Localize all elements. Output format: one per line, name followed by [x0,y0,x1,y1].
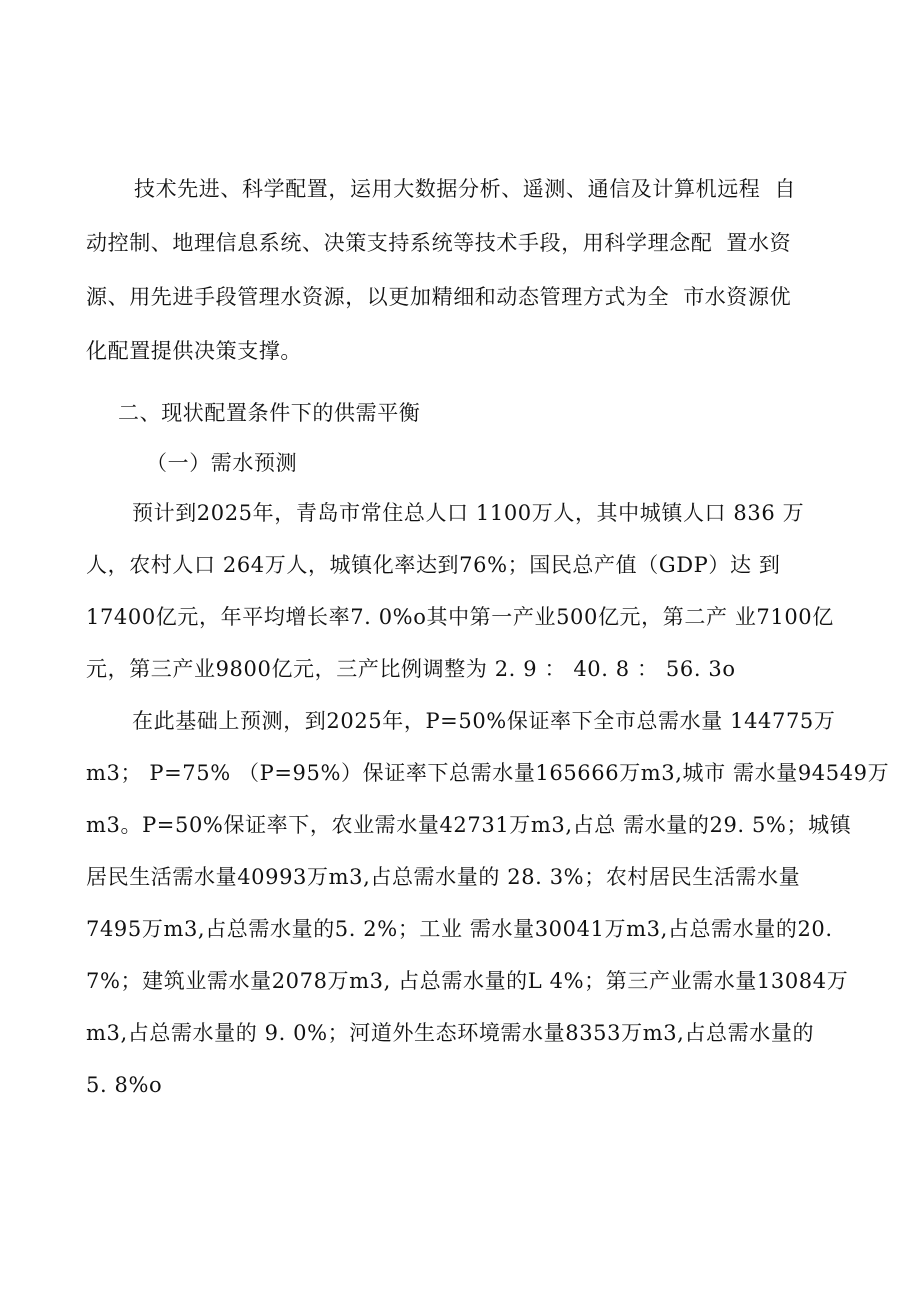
paragraph-3-line-3: m3。P=50%保证率下，农业需水量42731万m3,占总 需水量的29. 5%；城镇 [86,813,852,837]
paragraph-3-line-6: 7%；建筑业需水量2078万m3, 占总需水量的L 4%；第三产业需水量13084万 [86,969,849,993]
section-heading: 二、现状配置条件下的供需平衡 [118,401,421,425]
paragraph-1-line-1 [134,176,796,202]
paragraph-2-line-3: 17400亿元，年平均增长率7. 0%o其中第一产业500亿元，第二产 业7100亿 [86,605,834,629]
paragraph-2-line-2: 人，农村人口 264万人，城镇化率达到76%；国民总产值（GDP）达 到 [86,553,781,577]
paragraph-1-line-4: 化配置提供决策支撑。 [86,339,302,363]
paragraph-3-line-1: 在此基础上预测，到2025年，P=50%保证率下全市总需水量 144775万 [132,709,836,733]
paragraph-1-line-1-text-b: 自 [774,177,797,201]
paragraph-3-line-7: m3,占总需水量的 9. 0%；河道外生态环境需水量8353万m3,占总需水量的 [86,1021,815,1045]
paragraph-3-line-4: 居民生活需水量40993万m3,占总需水量的 28. 3%；农村居民生活需水量 [86,865,801,889]
paragraph-1-line-2-text-a: 动控制、地理信息系统、决策支持系统等技术手段，用科学理念配 [86,231,713,255]
paragraph-1-line-2 [86,230,791,256]
subsection-heading: （一）需水预测 [146,451,298,475]
paragraph-2-line-4: 元，第三产业9800亿元，三产比例调整为 2. 9 ： 40. 8 ： 56. 3o [86,657,736,681]
paragraph-1-line-3-text-b: 市水资源优 [683,285,792,309]
paragraph-2-line-1: 预计到2025年，青岛市常住总人口 1100万人，其中城镇人口 836 万 [132,501,805,525]
paragraph-3-line-2: m3； P=75% （P=95%）保证率下总需水量165666万m3,城市 需水量94549万 [86,761,890,785]
paragraph-1-line-3-text-a: 源、用先进手段管理水资源，以更加精细和动态管理方式为全 [86,285,670,309]
paragraph-1-line-3 [86,284,791,310]
paragraph-3-line-8: 5. 8%o [86,1073,163,1097]
paragraph-3-line-5: 7495万m3,占总需水量的5. 2%；工业 需水量30041万m3,占总需水量的20. [86,917,833,941]
paragraph-1-line-2-text-b: 置水资 [726,231,792,255]
paragraph-1-line-1-text-a: 技术先进、科学配置，运用大数据分析、遥测、通信及计算机远程 [134,177,761,201]
